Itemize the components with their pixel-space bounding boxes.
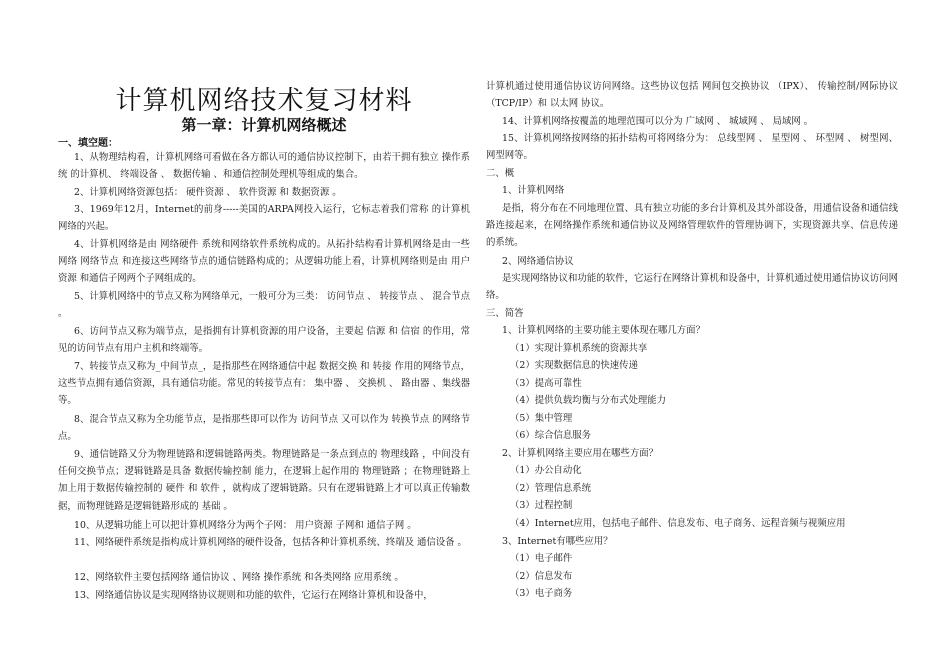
answer-1-item: （1）实现计算机系统的资源共享 [510,343,648,354]
question-3: 3、1969年12月，Internet的前身-----美国的ARPA网投入运行，它标志着我们常称 的计算机网络的兴起。 [58,204,470,233]
question-13: 13、网络通信协议是实现网络协议规则和功能的软件，它运行在网络计算机和设备中， [74,590,433,601]
definition-1-body: 是指，将分布在不同地理位置、具有独立功能的多台计算机及其外部设备，用通信设备和通信线路连接起来，在网络操作系统和通信协议及网络管理软件的管理协调下，实现资源共享、信息传递的系统。 [486,203,898,249]
question-14: 14、计算机网络按覆盖的地理范围可以分为 广域网 、 城域网 、 局域网 。 [502,116,814,127]
question-8: 8、混合节点又称为全功能节点，是指那些即可以作为 访问节点 又可以作为 转换节点 的网络节点。 [58,414,470,443]
definition-1-title: 1、计算机网络 [502,185,565,196]
question-9: 9、通信链路又分为物理链路和逻辑链路两类。物理链路是一条点到点的 物理线路 ，中间没有任何交换节点；逻辑链路是具备 数据传输控制 能力，在逻辑上起作用的 物理链路 ；在物理链路上加上用于数据传输控制的 硬件 和 软件 ，就构成了逻辑链路。只有在逻辑链路上才可以真正传输数据，而物理链路是逻辑链路形成的 基础 。 [58,449,470,512]
section-fill-in: 一、填空题： [58,138,118,149]
definition-2-title: 2、网络通信协议 [502,256,574,267]
question-1: 1、从物理结构看，计算机网络可看做在各方都认可的通信协议控制下，由若干拥有独立 操作系统 的计算机、 终端设备 、 数据传输 、和通信控制处理机等组成的集合。 [58,152,470,181]
question-2: 2、计算机网络资源包括： 硬件资源 、 软件资源 和 数据资源 。 [74,187,342,198]
question-11: 11、网络硬件系统是指构成计算机网络的硬件设备，包括各种计算机系统、终端及 通信设备 。 [74,537,467,548]
answer-2-item: （3）过程控制 [510,500,573,511]
answer-1-item: （4）提供负载均衡与分布式处理能力 [510,395,666,406]
answer-1-title: 1、计算机网络的主要功能主要体现在哪几方面？ [502,325,705,336]
answer-3-item: （3）电子商务 [510,588,573,599]
answer-1-item: （6）综合信息服务 [510,430,591,441]
answer-2-title: 2、计算机网络主要应用在哪些方面？ [502,448,658,459]
question-13-continued: 计算机通过使用通信协议访问网络。这些协议包括 网间包交换协议 （IPX）、 传输控制/网际协议 （TCP/IP）和 以太网 协议。 [486,81,898,110]
section-concepts: 二、概 [486,168,515,179]
question-10: 10、从逻辑功能上可以把计算机网络分为两个子网： 用户资源 子网和 通信子网 。 [74,520,417,531]
chapter-heading: 第一章：计算机网络概述 [181,116,347,134]
answer-2-item: （4）Internet应用，包括电子邮件、信息发布、电子商务、远程音频与视频应用 [510,518,846,529]
answer-2-item: （2）管理信息系统 [510,483,591,494]
answer-3-item: （2）信息发布 [510,571,573,582]
question-12: 12、网络软件主要包括网络 通信协议 、网络 操作系统 和各类网络 应用系统 。 [74,572,404,583]
answer-2-item: （1）办公自动化 [510,465,582,476]
question-4: 4、计算机网络是由 网络硬件 系统和网络软件系统构成的。从拓扑结构看计算机网络是由一些网络 网络节点 和连接这些网络节点的通信链路构成的；从逻辑功能上看，计算机网络则是由 用户资源 和通信子网两个子网组成的。 [58,239,470,285]
answer-3-item: （1）电子邮件 [510,553,573,564]
answer-1-item: （3）提高可靠性 [510,378,582,389]
question-5: 5、计算机网络中的节点又称为网络单元，一般可分为三类： 访问节点 、 转接节点 、 混合节点 。 [58,291,470,320]
answer-3-title: 3、Internet有哪些应用？ [502,536,613,547]
page-title: 计算机网络技术复习材料 [115,86,413,116]
section-short-answer: 三、简答 [486,308,524,319]
definition-2-body: 是实现网络协议和功能的软件，它运行在网络计算机和设备中，计算机通过使用通信协议访问网络。 [486,273,898,302]
answer-1-item: （2）实现数据信息的快速传递 [510,360,638,371]
question-15: 15、计算机网络按网络的拓扑结构可将网络分为： 总线型网 、 星型网 、 环型网 、 树型网、网型网等。 [486,133,898,162]
answer-1-item: （5）集中管理 [510,413,573,424]
question-6: 6、访问节点又称为端节点，是指拥有计算机资源的用户设备，主要起 信源 和 信宿 的作用，常见的访问节点有用户主机和终端等。 [58,326,470,355]
question-7: 7、转接节点又称为_中间节点_，是指那些在网络通信中起 数据交换 和 转接 作用的网络节点，这些节点拥有通信资源，具有通信功能。常见的转接节点有： 集中器 、 交换机 、 路由器 、集线器等。 [58,361,470,407]
